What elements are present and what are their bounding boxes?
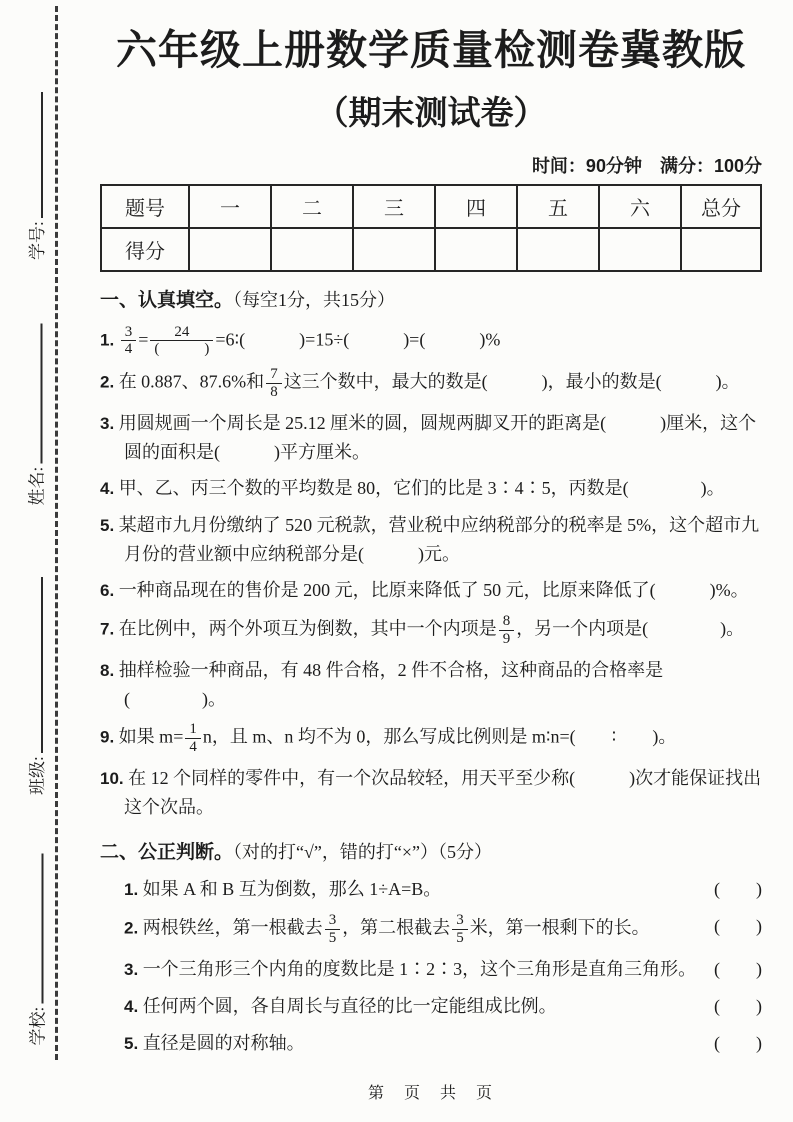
question-number: 3. [124, 959, 139, 979]
denominator: 4 [121, 340, 137, 358]
answer-bracket: ( ) [714, 879, 762, 900]
answer-bracket: ( ) [714, 995, 762, 1016]
section1-title: 一、认真填空。 [100, 290, 234, 312]
question-text: 两根铁丝，第一根截去 [142, 917, 323, 938]
question-number: 10. [100, 768, 124, 788]
question-number: 9. [100, 727, 115, 747]
fill-question-9 [100, 721, 762, 756]
score-table-col-6: 六 [599, 185, 681, 228]
question-text: 任何两个圆，各自周长与直径的比一定能组成比例。 [142, 995, 557, 1016]
question-number: 1. [100, 330, 115, 350]
fill-question-7 [100, 613, 762, 648]
page-footer: 第 页 共 页 [367, 1085, 494, 1102]
score-table-col-2: 二 [271, 185, 353, 228]
main-content [100, 26, 762, 1058]
score-row-label: 得分 [101, 228, 189, 271]
score-cell-1 [189, 228, 271, 271]
student-name-label: 姓名: [27, 466, 47, 506]
time-score-info: 时间：90分钟 满分：100分 [531, 156, 762, 177]
judge-question-body [124, 992, 704, 1021]
question-text: 直径是圆的对称轴。 [142, 1032, 305, 1053]
denominator: 8 [266, 383, 282, 401]
numerator: 8 [502, 613, 511, 630]
numerator: 24 [174, 323, 190, 340]
question-text: 米，第一根剩下的长。 [469, 917, 650, 938]
section2-title: 二、公正判断。 [100, 841, 234, 863]
equals-sign: = [138, 329, 149, 350]
fill-question-1 [100, 324, 762, 359]
score-cell-total [681, 228, 761, 271]
score-cell-4 [435, 228, 517, 271]
question-number: 5. [124, 1033, 139, 1053]
judge-question-body [124, 875, 704, 904]
judge-question-3 [100, 955, 762, 984]
judge-question-body [124, 912, 704, 947]
student-name-line [37, 324, 43, 464]
question-number: 3. [100, 413, 115, 433]
judge-question-body [124, 955, 704, 984]
question-number: 7. [100, 619, 115, 639]
question-number: 2. [100, 372, 115, 392]
question-text: 某超市九月份缴纳了 520 元税款，营业税中应纳税部分的税率是 5%，这个超市九月份的营业额中应纳税部分是( )元。 [118, 515, 760, 564]
numerator: 1 [189, 721, 197, 738]
score-table-col-total: 总分 [681, 185, 761, 228]
student-school-label: 学校: [28, 1006, 48, 1046]
question-text: 甲、乙、丙三个数的平均数是 80，它们的比是 3∶4∶5，丙数是( )。 [118, 478, 725, 499]
fraction [264, 366, 284, 401]
numerator: 7 [270, 366, 278, 383]
denominator: 5 [452, 929, 468, 947]
fill-question-4 [100, 474, 762, 503]
question-text: 用圆规画一个周长是 25.12 厘米的圆，圆规两脚叉开的距离是( )厘米，这个圆的面积是( )平方厘米。 [118, 412, 757, 462]
numerator: 3 [328, 912, 337, 929]
student-number-line [37, 92, 43, 218]
student-number-label: 学号: [28, 221, 47, 260]
question-number: 5. [100, 516, 115, 536]
score-cell-5 [517, 228, 599, 271]
question-text: 如果 A 和 B 互为倒数，那么 1÷A=B。 [142, 879, 442, 900]
score-table [100, 184, 762, 272]
fraction [497, 613, 517, 648]
fill-question-5 [100, 511, 762, 568]
fraction [323, 912, 343, 947]
answer-bracket: ( ) [714, 916, 762, 937]
denominator: 5 [325, 929, 341, 947]
question-number: 8. [100, 660, 115, 680]
student-class-label: 班级: [28, 756, 47, 795]
fill-question-8 [100, 656, 762, 713]
score-table-col-4: 四 [435, 185, 517, 228]
denominator: 9 [499, 630, 515, 648]
score-table-col-1: 一 [189, 185, 271, 228]
student-school-line [38, 854, 44, 1004]
section2-heading [100, 839, 762, 868]
denominator: 4 [185, 738, 201, 756]
question-number: 1. [124, 880, 139, 900]
question-text: 如果 m= [118, 726, 184, 747]
seal-dashed-line [55, 6, 58, 1060]
question-text: =6∶( )=15÷( )=( )% [215, 329, 501, 350]
question-text: ，另一个内项是( )。 [516, 618, 745, 639]
score-table-col-3: 三 [353, 185, 435, 228]
score-cell-2 [271, 228, 353, 271]
judge-question-4 [100, 992, 762, 1021]
fill-question-10 [100, 764, 762, 821]
question-text: 一种商品现在的售价是 200 元，比原来降低了 50 元，比原来降低了( )%。 [118, 580, 749, 601]
score-table-corner: 题号 [101, 185, 189, 228]
question-text: n，且 m、n 均不为 0，那么写成比例则是 m∶n=( ∶ )。 [202, 726, 677, 747]
paper-subtitle: （期末测试卷） [315, 94, 547, 132]
question-text: 在 12 个同样的零件中，有一个次品较轻，用天平至少称( )次才能保证找出这个次品。 [124, 767, 762, 817]
score-cell-6 [599, 228, 681, 271]
score-table-score-row [101, 228, 761, 271]
denominator-blank: ( ) [150, 340, 213, 358]
fraction [119, 324, 139, 359]
section1-note: （每空1分，共15分） [233, 290, 396, 311]
fraction [450, 912, 470, 947]
question-number: 2. [124, 918, 139, 938]
question-text: ，第二根截去 [342, 917, 451, 938]
judge-question-5 [100, 1029, 762, 1058]
question-text: 抽样检验一种商品，有 48 件合格，2 件不合格，这种商品的合格率是( )。 [118, 659, 664, 709]
score-table-col-5: 五 [517, 185, 599, 228]
student-class-field [25, 563, 51, 795]
score-cell-3 [353, 228, 435, 271]
judge-question-1 [100, 875, 762, 904]
question-text: 在 0.887、87.6%和 [118, 371, 265, 392]
score-table-header-row [101, 185, 761, 228]
student-school-field [26, 841, 52, 1046]
section1-heading [100, 287, 762, 316]
student-name-field [25, 311, 51, 506]
question-number: 4. [100, 479, 115, 499]
student-number-field [25, 80, 51, 260]
judge-question-2 [100, 912, 762, 947]
fraction [148, 324, 215, 359]
fill-question-2 [100, 366, 762, 401]
fill-question-6 [100, 576, 762, 605]
question-text: 一个三角形三个内角的度数比是 1∶2∶3，这个三角形是直角三角形。 [142, 958, 697, 979]
question-text: 在比例中，两个外项互为倒数，其中一个内项是 [118, 618, 497, 639]
answer-bracket: ( ) [714, 958, 762, 979]
student-class-line [37, 577, 43, 753]
fill-question-3 [100, 409, 762, 466]
numerator: 3 [124, 323, 133, 340]
numerator: 3 [456, 912, 464, 929]
judge-question-body [124, 1029, 704, 1058]
paper-title: 六年级上册数学质量检测卷冀教版 [116, 27, 746, 73]
question-number: 6. [100, 581, 115, 601]
fraction [183, 721, 203, 756]
section2-note: （对的打“√”，错的打“×”）（5分） [233, 841, 493, 862]
answer-bracket: ( ) [714, 1032, 762, 1053]
question-text: 这三个数中，最大的数是( )，最小的数是( )。 [283, 371, 740, 392]
question-number: 4. [124, 996, 139, 1016]
